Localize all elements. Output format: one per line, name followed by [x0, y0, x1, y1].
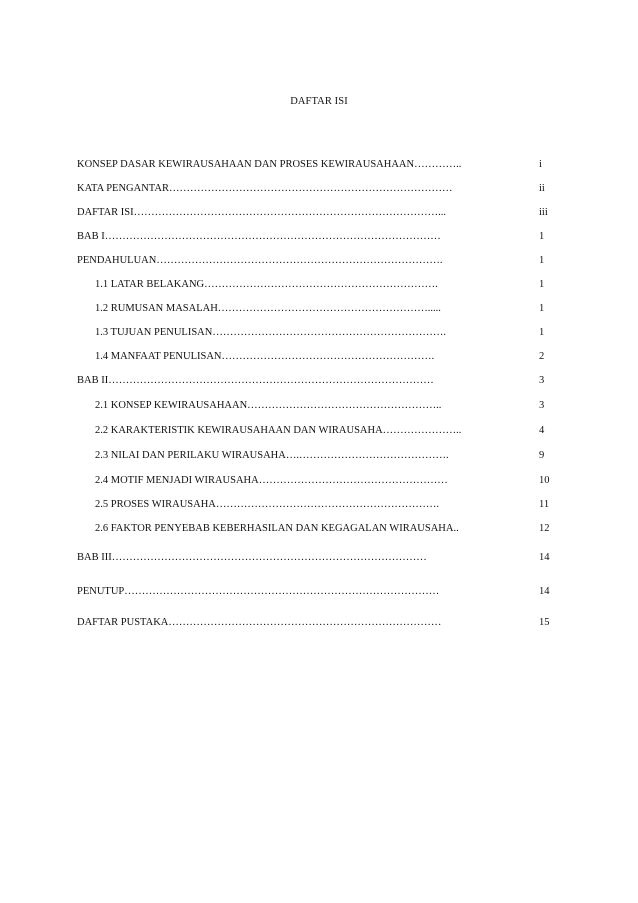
toc-entry-label: KONSEP DASAR KEWIRAUSAHAAN DAN PROSES KEWIRAUSAHAAN…………..: [77, 159, 462, 170]
toc-entry-label: DAFTAR PUSTAKA……………………………………………………………………: [77, 617, 442, 628]
toc-entry-label: KATA PENGANTAR………………………………………………………………………: [77, 183, 453, 194]
toc-entry: [77, 616, 552, 630]
toc-entry-label: 2.5 PROSES WIRAUSAHA……………………………………………………….: [95, 499, 439, 510]
toc-entry-label: 2.3 NILAI DAN PERILAKU WIRAUSAHA….…………………………………….: [95, 450, 449, 461]
toc-entry-label: 2.4 MOTIF MENJADI WIRAUSAHA………………………………………………: [95, 475, 448, 486]
toc-entry-page: 1: [539, 327, 545, 338]
toc-subentry: [95, 278, 552, 292]
toc-entry: [77, 551, 552, 565]
toc-entry: [77, 585, 552, 599]
toc-subentry: [95, 474, 552, 488]
toc-entry: [77, 206, 552, 220]
toc-entry-page: 3: [539, 400, 545, 411]
toc-entry-page: 15: [539, 617, 550, 628]
toc-entry-label: 1.1 LATAR BELAKANG………………………………………………………….: [95, 279, 438, 290]
toc-entry-label: BAB II…………………………………………………………………………………: [77, 375, 434, 386]
toc-entry: [77, 374, 552, 388]
toc-entry-label: 1.4 MANFAAT PENULISAN…………………………………………………….: [95, 351, 435, 362]
toc-entry-page: 1: [539, 255, 545, 266]
toc-subentry: [95, 350, 552, 364]
toc-subentry: [95, 399, 552, 413]
toc-entry-page: ii: [539, 183, 545, 194]
toc-subentry: [95, 522, 552, 536]
toc-entry-label: 2.6 FAKTOR PENYEBAB KEBERHASILAN DAN KEGAGALAN WIRAUSAHA..: [95, 523, 459, 534]
toc-entry-page: 4: [539, 425, 545, 436]
toc-entry-label: 2.2 KARAKTERISTIK KEWIRAUSAHAAN DAN WIRAUSAHA…………………..: [95, 425, 462, 436]
toc-subentry: [95, 326, 552, 340]
toc-entry-label: PENDAHULUAN……………………………………………………………………….: [77, 255, 443, 266]
toc-entry-page: 1: [539, 279, 545, 290]
toc-entry-page: 10: [539, 475, 550, 486]
toc-entry-label: BAB III………………………………………………………………………………: [77, 552, 427, 563]
toc-entry-page: 1: [539, 303, 545, 314]
toc-entry-label: 2.1 KONSEP KEWIRAUSAHAAN………………………………………………..: [95, 400, 442, 411]
toc-subentry: [95, 424, 552, 438]
toc-entry-page: 12: [539, 523, 550, 534]
page-title: DAFTAR ISI: [290, 96, 348, 107]
toc-entry-label: 1.2 RUMUSAN MASALAH…………………………………………………….....: [95, 303, 441, 314]
toc-entry-page: 2: [539, 351, 545, 362]
toc-subentry: [95, 498, 552, 512]
toc-entry-label: DAFTAR ISI……………………………………………………………………………...: [77, 207, 446, 218]
toc-entry: [77, 254, 552, 268]
toc-subentry: [95, 302, 552, 316]
toc-subentry: [95, 449, 552, 463]
toc-entry-page: 11: [539, 499, 550, 510]
toc-entry: [77, 182, 552, 196]
toc-entry-label: 1.3 TUJUAN PENULISAN………………………………………………………….: [95, 327, 446, 338]
toc-entry-page: i: [539, 159, 542, 170]
toc-entry-page: 1: [539, 231, 545, 242]
toc-entry-page: 14: [539, 586, 550, 597]
toc-entry-label: BAB I……………………………………………………………………………………: [77, 231, 441, 242]
toc-entry-label: PENUTUP………………………………………………………………………………: [77, 586, 440, 597]
toc-entry-page: 3: [539, 375, 545, 386]
toc-entry-page: iii: [539, 207, 548, 218]
toc-entry: [77, 230, 552, 244]
toc-entry-page: 9: [539, 450, 545, 461]
toc-entry: [77, 158, 552, 172]
toc-entry-page: 14: [539, 552, 550, 563]
